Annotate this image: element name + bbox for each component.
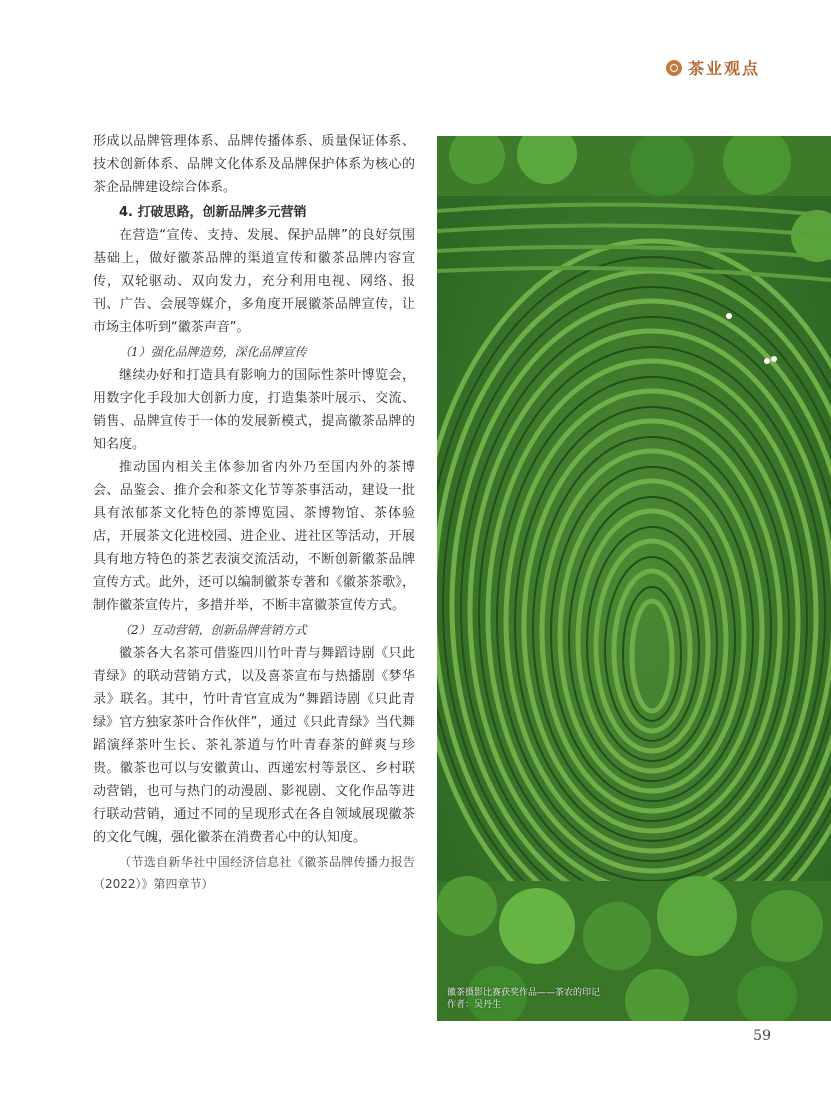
subheading: （1）强化品牌造势，深化品牌宣传 (119, 345, 307, 359)
tea-plantation-photo (437, 136, 831, 1021)
page-number: 59 (753, 1028, 771, 1044)
paragraph: 徽茶各大名茶可借鉴四川竹叶青与舞蹈诗剧《只此青绿》的联动营销方式，以及喜茶宣布与热播剧《梦华录》联名。其中，竹叶青官宣成为“舞蹈诗剧《只此青绿》官方独家茶叶合作伙伴”，通过《只此青绿》当代舞蹈演绎茶叶生长、茶礼茶道与竹叶青春茶的鲜爽与珍贵。徽茶也可以与安徽黄山、西递宏村等景区、乡村联动营销，也可与热门的动漫剧、影视剧、文化作品等进行联动营销，通过不同的呈现形式在各自领域展现徽茶的文化气魄，强化徽茶在消费者心中的认知度。 (93, 646, 415, 845)
paragraph: 推动国内相关主体参加省内外乃至国内外的茶博会、品鉴会、推介会和茶文化节等茶事活动，建设一批具有浓郁茶文化特色的茶博览园、茶博物馆、茶体验店，开展茶文化进校园、进企业、进社区等活动，开展具有地方特色的茶艺表演交流活动，不断创新徽茶品牌宣传方式。此外，还可以编制徽茶专著和《徽茶茶歌》，制作徽茶宣传片，多措并举，不断丰富徽茶宣传方式。 (93, 460, 415, 613)
photo-caption-title: 徽茶摄影比赛获奖作品——茶农的印记 (447, 988, 601, 998)
article-body (93, 130, 415, 895)
source-note: （节选自新华社中国经济信息社《徽茶品牌传播力报告（2022）》第四章节） (93, 855, 415, 891)
aerial-tea-field-illustration (437, 136, 831, 1021)
section-title: 茶业观点 (688, 59, 761, 78)
tea-picker (764, 358, 770, 364)
section-heading: 4. 打破思路，创新品牌多元营销 (119, 205, 307, 220)
paragraph: 在营造“宣传、支持、发展、保护品牌”的良好氛围基础上，做好徽茶品牌的渠道宣传和徽茶品牌内容宣传，双轮驱动、双向发力，充分利用电视、网络、报刊、广告、会展等媒介，多角度开展徽茶品牌宣传，让市场主体听到“徽茶声音”。 (93, 228, 415, 335)
subheading: （2）互动营销，创新品牌营销方式 (119, 623, 307, 637)
section-badge-icon (666, 60, 682, 76)
photo-caption-author: 作者：吴丹生 (447, 1000, 502, 1010)
tea-picker (771, 356, 777, 362)
paragraph: 形成以品牌管理体系、品牌传播体系、质量保证体系、技术创新体系、品牌文化体系及品牌保护体系为核心的茶企品牌建设综合体系。 (93, 134, 415, 195)
photo-caption (447, 987, 600, 1011)
section-header (666, 56, 760, 79)
paragraph: 继续办好和打造具有影响力的国际性茶叶博览会，用数字化手段加大创新力度，打造集茶叶展示、交流、销售、品牌宣传于一体的发展新模式，提高徽茶品牌的知名度。 (93, 368, 415, 452)
tea-picker (726, 313, 732, 319)
